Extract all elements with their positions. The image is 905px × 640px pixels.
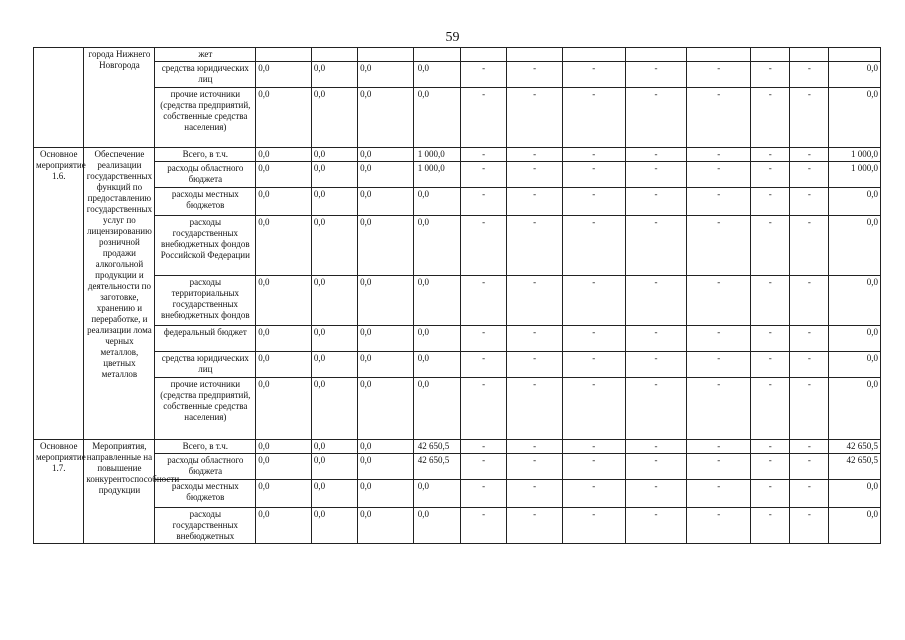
dash-cell (625, 48, 687, 62)
dash-cell: - (507, 188, 563, 216)
dash-cell: - (461, 440, 507, 454)
dash-cell: - (751, 162, 790, 188)
dash-cell (790, 48, 829, 62)
value-cell: 0,0 (311, 276, 357, 326)
dash-cell: - (751, 378, 790, 440)
dash-cell: - (687, 440, 751, 454)
dash-cell: - (562, 480, 625, 508)
dash-cell: - (687, 216, 751, 276)
value-cell: 0,0 (256, 326, 312, 352)
value-cell: 0,0 (413, 378, 460, 440)
dash-cell: - (507, 148, 563, 162)
dash-cell: - (461, 378, 507, 440)
dash-cell: - (625, 352, 687, 378)
activity-cell: Основное мероприятие 1.6. (34, 148, 84, 440)
dash-cell: - (507, 88, 563, 148)
funding-source-cell: прочие источники (средства предприятий, собственные средства населения) (155, 378, 256, 440)
value-cell: 0,0 (413, 508, 460, 544)
dash-cell (751, 48, 790, 62)
total-cell: 0,0 (829, 188, 881, 216)
total-cell: 0,0 (829, 216, 881, 276)
value-cell: 0,0 (358, 276, 414, 326)
dash-cell (562, 48, 625, 62)
dash-cell: - (461, 148, 507, 162)
page-number: 59 (445, 30, 460, 45)
dash-cell: - (507, 508, 563, 544)
value-cell (358, 48, 414, 62)
dash-cell: - (751, 188, 790, 216)
dash-cell: - (507, 276, 563, 326)
table-row (34, 276, 881, 326)
value-cell: 0,0 (256, 480, 312, 508)
value-cell: 0,0 (358, 454, 414, 480)
dash-cell: - (507, 440, 563, 454)
value-cell: 0,0 (358, 188, 414, 216)
dash-cell: - (562, 352, 625, 378)
value-cell: 0,0 (358, 216, 414, 276)
value-cell (311, 48, 357, 62)
total-cell: 0,0 (829, 378, 881, 440)
budget-table (33, 47, 881, 544)
dash-cell: - (562, 440, 625, 454)
dash-cell: - (790, 188, 829, 216)
dash-cell: - (562, 62, 625, 88)
funding-source-cell: расходы государственных внебюджетных фондов Российской Федерации (155, 216, 256, 276)
total-cell: 0,0 (829, 508, 881, 544)
value-cell: 0,0 (358, 352, 414, 378)
value-cell: 0,0 (311, 508, 357, 544)
dash-cell: - (507, 62, 563, 88)
value-cell: 0,0 (311, 326, 357, 352)
dash-cell: - (625, 62, 687, 88)
activity-cell: Основное мероприятие 1.7. (34, 440, 84, 544)
dash-cell: - (790, 276, 829, 326)
dash-cell: - (507, 326, 563, 352)
value-cell: 0,0 (256, 378, 312, 440)
dash-cell: - (562, 88, 625, 148)
dash-cell: - (461, 326, 507, 352)
dash-cell: - (562, 162, 625, 188)
total-cell: 0,0 (829, 62, 881, 88)
value-cell: 0,0 (256, 440, 312, 454)
table-row (34, 48, 881, 62)
dash-cell: - (790, 480, 829, 508)
value-cell: 0,0 (358, 148, 414, 162)
dash-cell: - (751, 148, 790, 162)
total-cell: 1 000,0 (829, 148, 881, 162)
value-cell: 0,0 (311, 88, 357, 148)
dash-cell: - (625, 188, 687, 216)
value-cell: 0,0 (358, 88, 414, 148)
value-cell: 0,0 (413, 276, 460, 326)
dash-cell: - (625, 148, 687, 162)
value-cell: 0,0 (358, 162, 414, 188)
dash-cell: - (507, 216, 563, 276)
total-cell: 1 000,0 (829, 162, 881, 188)
total-cell: 42 650,5 (829, 454, 881, 480)
dash-cell: - (790, 508, 829, 544)
dash-cell: - (687, 62, 751, 88)
dash-cell: - (687, 480, 751, 508)
dash-cell: - (562, 276, 625, 326)
table-row (34, 62, 881, 88)
value-cell: 0,0 (311, 148, 357, 162)
dash-cell: - (461, 162, 507, 188)
dash-cell: - (461, 88, 507, 148)
total-cell: 42 650,5 (829, 440, 881, 454)
value-cell: 0,0 (256, 508, 312, 544)
dash-cell: - (751, 454, 790, 480)
funding-source-cell: средства юридических лиц (155, 62, 256, 88)
value-cell: 0,0 (358, 440, 414, 454)
dash-cell: - (687, 326, 751, 352)
dash-cell: - (751, 440, 790, 454)
dash-cell: - (625, 508, 687, 544)
value-cell: 0,0 (256, 352, 312, 378)
dash-cell (507, 48, 563, 62)
budget-table-body (34, 48, 881, 544)
table-row (34, 352, 881, 378)
dash-cell: - (625, 454, 687, 480)
activity-name-cell: Мероприятия, направленные на повышение конкурентоспособности продукции (84, 440, 155, 544)
dash-cell: - (461, 352, 507, 378)
dash-cell: - (625, 440, 687, 454)
dash-cell: - (790, 88, 829, 148)
dash-cell: - (625, 162, 687, 188)
value-cell: 0,0 (256, 188, 312, 216)
dash-cell: - (461, 508, 507, 544)
funding-source-cell: Всего, в т.ч. (155, 148, 256, 162)
dash-cell: - (790, 352, 829, 378)
dash-cell: - (790, 454, 829, 480)
dash-cell: - (687, 508, 751, 544)
dash-cell: - (625, 480, 687, 508)
dash-cell: - (687, 454, 751, 480)
funding-source-cell: Всего, в т.ч. (155, 440, 256, 454)
funding-source-cell: прочие источники (средства предприятий, собственные средства населения) (155, 88, 256, 148)
value-cell: 0,0 (413, 352, 460, 378)
value-cell: 0,0 (311, 378, 357, 440)
dash-cell: - (790, 440, 829, 454)
value-cell: 0,0 (256, 276, 312, 326)
table-row (34, 378, 881, 440)
funding-source-cell: жет (155, 48, 256, 62)
total-cell (829, 48, 881, 62)
value-cell: 0,0 (256, 162, 312, 188)
dash-cell: - (687, 352, 751, 378)
dash-cell: - (687, 148, 751, 162)
dash-cell: - (790, 148, 829, 162)
value-cell: 1 000,0 (413, 162, 460, 188)
value-cell: 0,0 (311, 62, 357, 88)
dash-cell: - (562, 188, 625, 216)
value-cell: 42 650,5 (413, 440, 460, 454)
dash-cell: - (562, 454, 625, 480)
dash-cell: - (461, 454, 507, 480)
dash-cell: - (751, 276, 790, 326)
value-cell: 0,0 (413, 62, 460, 88)
total-cell: 0,0 (829, 276, 881, 326)
dash-cell: - (687, 162, 751, 188)
dash-cell: - (507, 454, 563, 480)
total-cell: 0,0 (829, 480, 881, 508)
dash-cell: - (461, 480, 507, 508)
table-row (34, 88, 881, 148)
dash-cell: - (461, 216, 507, 276)
value-cell (413, 48, 460, 62)
dash-cell: - (507, 162, 563, 188)
dash-cell: - (507, 378, 563, 440)
value-cell: 0,0 (413, 326, 460, 352)
value-cell: 0,0 (256, 62, 312, 88)
funding-source-cell: федеральный бюджет (155, 326, 256, 352)
funding-source-cell: расходы государственных внебюджетных (155, 508, 256, 544)
dash-cell: - (562, 508, 625, 544)
value-cell: 0,0 (256, 88, 312, 148)
dash-cell: - (625, 216, 687, 276)
value-cell: 0,0 (256, 148, 312, 162)
dash-cell (461, 48, 507, 62)
dash-cell: - (562, 148, 625, 162)
value-cell: 0,0 (256, 454, 312, 480)
value-cell: 0,0 (311, 216, 357, 276)
value-cell: 0,0 (311, 440, 357, 454)
table-row (34, 162, 881, 188)
table-row (34, 440, 881, 454)
dash-cell: - (751, 326, 790, 352)
activity-name-cell: города Нижнего Новгорода (84, 48, 155, 148)
value-cell (256, 48, 312, 62)
value-cell: 0,0 (311, 162, 357, 188)
dash-cell: - (507, 352, 563, 378)
dash-cell: - (625, 378, 687, 440)
funding-source-cell: расходы местных бюджетов (155, 480, 256, 508)
funding-source-cell: расходы областного бюджета (155, 454, 256, 480)
value-cell: 0,0 (311, 352, 357, 378)
value-cell: 0,0 (358, 62, 414, 88)
value-cell: 0,0 (358, 508, 414, 544)
table-row (34, 508, 881, 544)
dash-cell: - (751, 88, 790, 148)
dash-cell: - (687, 378, 751, 440)
dash-cell: - (625, 88, 687, 148)
total-cell: 0,0 (829, 326, 881, 352)
dash-cell: - (687, 188, 751, 216)
dash-cell: - (461, 62, 507, 88)
table-row (34, 188, 881, 216)
value-cell: 0,0 (413, 216, 460, 276)
dash-cell: - (790, 378, 829, 440)
dash-cell: - (751, 508, 790, 544)
value-cell: 0,0 (413, 188, 460, 216)
dash-cell: - (625, 276, 687, 326)
dash-cell: - (790, 62, 829, 88)
dash-cell: - (751, 352, 790, 378)
dash-cell: - (461, 276, 507, 326)
funding-source-cell: расходы территориальных государственных внебюджетных фондов (155, 276, 256, 326)
dash-cell: - (562, 326, 625, 352)
value-cell: 0,0 (311, 480, 357, 508)
value-cell: 1 000,0 (413, 148, 460, 162)
total-cell: 0,0 (829, 352, 881, 378)
table-row (34, 216, 881, 276)
value-cell: 0,0 (413, 480, 460, 508)
value-cell: 42 650,5 (413, 454, 460, 480)
value-cell: 0,0 (256, 216, 312, 276)
value-cell: 0,0 (358, 378, 414, 440)
dash-cell: - (687, 276, 751, 326)
dash-cell: - (562, 378, 625, 440)
dash-cell: - (751, 480, 790, 508)
total-cell: 0,0 (829, 88, 881, 148)
value-cell: 0,0 (311, 454, 357, 480)
dash-cell: - (687, 88, 751, 148)
activity-name-cell: Обеспечение реализации государственных функций по предоставлению государственных услуг по лицензированию розничной продажи алкогольной продукции и деятельности по заготовке, хранению и переработке, и реализации лома черных металлов, цветных металлов (84, 148, 155, 440)
value-cell: 0,0 (358, 326, 414, 352)
dash-cell: - (461, 188, 507, 216)
table-row (34, 326, 881, 352)
dash-cell (687, 48, 751, 62)
dash-cell: - (790, 216, 829, 276)
value-cell: 0,0 (413, 88, 460, 148)
funding-source-cell: расходы местных бюджетов (155, 188, 256, 216)
dash-cell: - (507, 480, 563, 508)
funding-source-cell: расходы областного бюджета (155, 162, 256, 188)
dash-cell: - (790, 162, 829, 188)
dash-cell: - (751, 62, 790, 88)
dash-cell: - (751, 216, 790, 276)
value-cell: 0,0 (311, 188, 357, 216)
dash-cell: - (625, 326, 687, 352)
table-row (34, 148, 881, 162)
activity-cell (34, 48, 84, 148)
value-cell: 0,0 (358, 480, 414, 508)
dash-cell: - (562, 216, 625, 276)
funding-source-cell: средства юридических лиц (155, 352, 256, 378)
dash-cell: - (790, 326, 829, 352)
